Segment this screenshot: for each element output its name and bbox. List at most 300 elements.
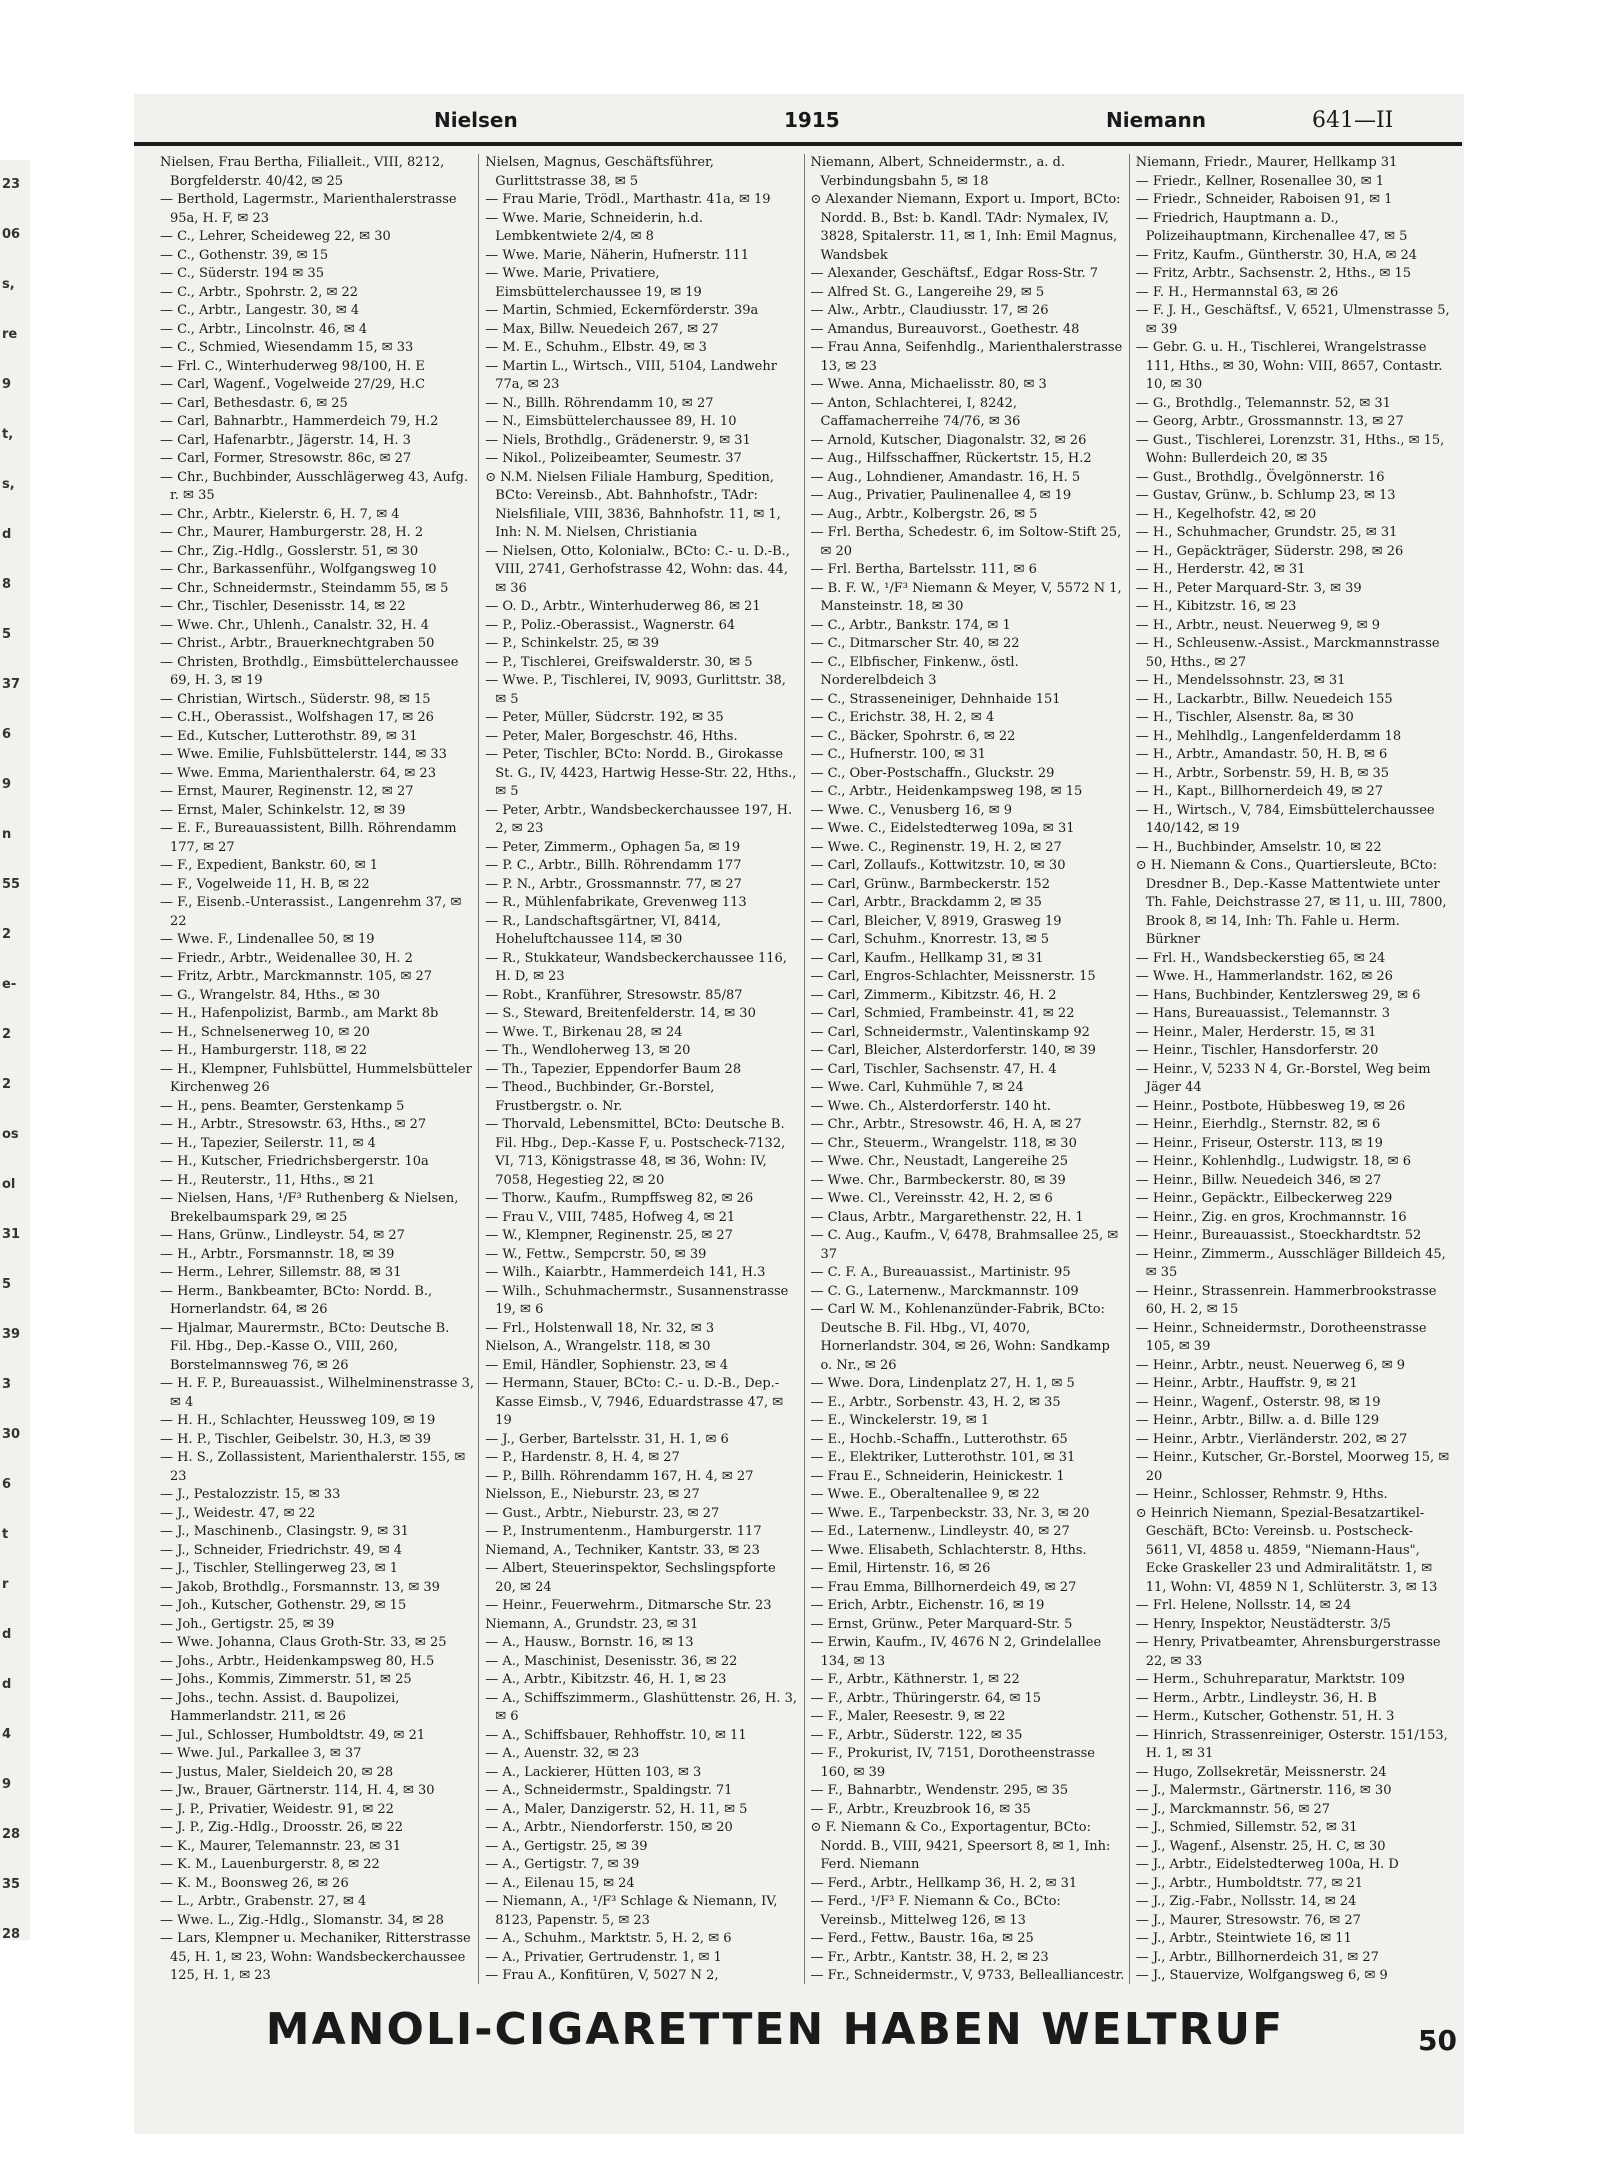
directory-entry: — P., Billh. Röhrendamm 167, H. 4, ✉ 27 <box>485 1468 754 1484</box>
directory-entry: — Gust., Tischlerei, Lorenzstr. 31, Hths., ✉ 15, Wohn: Bullerdeich 20, ✉ 35 <box>1135 432 1445 466</box>
directory-entry: — Hugo, Zollsekretär, Meissnerstr. 24 <box>1135 1764 1387 1780</box>
directory-entry: — Frl. H., Wandsbeckerstieg 65, ✉ 24 <box>1135 950 1386 966</box>
directory-entry: — F., Maler, Reesestr. 9, ✉ 22 <box>810 1709 1006 1724</box>
directory-entry: — A., Maschinist, Desenisstr. 36, ✉ 22 <box>485 1653 738 1669</box>
directory-entry: ⊙ Alexander Niemann, Export u. Import, BCto: Nordd. B., Bst: b. Kandl. TAdr: Nymalex, IV, 3828, Spitalerstr. 11, ✉ 1, Inh: Emil Magnus, Wandsbek <box>810 192 1121 263</box>
edge-fragment: 39 <box>2 1327 21 1342</box>
directory-entry: — J., Weidestr. 47, ✉ 22 <box>160 1505 316 1521</box>
edge-fragment: ol <box>2 1177 16 1192</box>
directory-entry: — Wwe. C., Eidelstedterweg 109a, ✉ 31 <box>810 821 1075 836</box>
directory-entry: — Ed., Laternenw., Lindleystr. 40, ✉ 27 <box>810 1524 1070 1539</box>
directory-entry: — Jakob, Brothdlg., Forsmannstr. 13, ✉ 39 <box>160 1579 440 1595</box>
directory-entry: — K. M., Boonsweg 26, ✉ 26 <box>160 1875 349 1891</box>
edge-fragment: 31 <box>2 1227 21 1242</box>
directory-entry: — F., Bahnarbtr., Wendenstr. 295, ✉ 35 <box>810 1783 1069 1798</box>
edge-fragment: 2 <box>2 1077 12 1092</box>
directory-entry: ⊙ Heinrich Niemann, Spezial-Besatzartikel-Geschäft, BCto: Vereinsb. u. Postscheck-5611, VI, 4858 u. 4859, "Niemann-Haus", Ecke Graskeller 23 und Admiralitätstr. 1, ✉ 11, Wohn: VI, 4859 N 1, Schlüterstr. 3, ✉ 13 <box>1135 1505 1438 1595</box>
directory-entry: — Fr., Arbtr., Kantstr. 38, H. 2, ✉ 23 <box>810 1949 1049 1965</box>
directory-entry: — H. F. P., Bureauassist., Wilhelminenstrasse 3, ✉ 4 <box>160 1376 475 1410</box>
directory-entry: — C., Arbtr., Bankstr. 174, ✉ 1 <box>810 617 1011 633</box>
directory-entry: — Friedrich, Hauptmann a. D., Polizeihauptmann, Kirchenallee 47, ✉ 5 <box>1135 210 1408 244</box>
directory-entry: — Wwe. C., Venusberg 16, ✉ 9 <box>810 802 1013 818</box>
directory-entry: — Henry, Inspektor, Neustädterstr. 3/5 <box>1135 1616 1391 1632</box>
directory-entry: — H., Peter Marquard-Str. 3, ✉ 39 <box>1135 580 1362 596</box>
directory-entry: — H., Reuterstr., 11, Hths., ✉ 21 <box>160 1172 376 1188</box>
directory-entry: — J., Schmied, Sillemstr. 52, ✉ 31 <box>1135 1820 1358 1835</box>
directory-entry: ⊙ F. Niemann & Co., Exportagentur, BCto: Nordd. B., VIII, 9421, Speersort 8, ✉ 1, Inh: Ferd. Niemann <box>810 1820 1111 1872</box>
directory-entry: — P., Hardenstr. 8, H. 4, ✉ 27 <box>485 1450 680 1465</box>
edge-fragment: 4 <box>2 1727 12 1742</box>
directory-entry: — J., Malermstr., Gärtnerstr. 116, ✉ 30 <box>1135 1783 1392 1798</box>
directory-entry: — Chr., Maurer, Hamburgerstr. 28, H. 2 <box>160 525 424 540</box>
directory-entry: — J. P., Privatier, Weidestr. 91, ✉ 22 <box>160 1801 394 1817</box>
directory-entry: — Friedr., Schneider, Raboisen 91, ✉ 1 <box>1135 192 1393 207</box>
directory-entry: — H., Tischler, Alsenstr. 8a, ✉ 30 <box>1135 710 1354 725</box>
page-folio: 50 <box>1418 2024 1457 2057</box>
directory-entry: — Wwe. Chr., Uhlenh., Canalstr. 32, H. 4 <box>160 617 430 633</box>
directory-entry: — Gustav, Grünw., b. Schlump 23, ✉ 13 <box>1135 488 1396 503</box>
edge-fragment: r <box>2 1577 9 1592</box>
directory-entry: — Wwe. Marie, Privatiere, Eimsbüttelerchaussee 19, ✉ 19 <box>485 266 702 300</box>
directory-entry: — Chr., Zig.-Hdlg., Gosslerstr. 51, ✉ 30 <box>160 543 419 559</box>
directory-entry: — C., Erichstr. 38, H. 2, ✉ 4 <box>810 710 995 725</box>
edge-fragment: 6 <box>2 727 12 742</box>
directory-entry: — Carl, Engros-Schlachter, Meissnerstr. 15 <box>810 969 1096 984</box>
directory-entry: — C., Arbtr., Heidenkampsweg 198, ✉ 15 <box>810 784 1083 799</box>
directory-entry: — A., Lackierer, Hütten 103, ✉ 3 <box>485 1764 702 1780</box>
directory-entry: — F., Arbtr., Käthnerstr. 1, ✉ 22 <box>810 1672 1020 1687</box>
directory-entry: — Johs., Arbtr., Heidenkampsweg 80, H.5 <box>160 1653 435 1669</box>
directory-entry: — Hans, Grünw., Lindleystr. 54, ✉ 27 <box>160 1228 405 1243</box>
edge-fragment: 9 <box>2 777 12 792</box>
directory-entry: — Wwe. Ch., Alsterdorferstr. 140 ht. <box>810 1098 1051 1114</box>
edge-fragment: 2 <box>2 1027 12 1042</box>
directory-entry: — F. H., Hermannstal 63, ✉ 26 <box>1135 284 1339 300</box>
directory-entry: — R., Landschaftsgärtner, VI, 8414, Hoheluftchaussee 114, ✉ 30 <box>485 913 722 947</box>
directory-entry: — N., Billh. Röhrendamm 10, ✉ 27 <box>485 395 714 411</box>
directory-entry: — A., Schneidermstr., Spaldingstr. 71 <box>485 1783 733 1798</box>
directory-entry: — Heinr., Arbtr., Billw. a. d. Bille 129 <box>1135 1413 1380 1428</box>
edge-fragment: d <box>2 527 12 542</box>
directory-entry: — K. M., Lauenburgerstr. 8, ✉ 22 <box>160 1857 380 1872</box>
directory-entry: — Hans, Bureauassist., Telemannstr. 3 <box>1135 1006 1391 1021</box>
edge-fragment: 5 <box>2 1277 12 1292</box>
directory-entry: — C., Ditmarscher Str. 40, ✉ 22 <box>810 636 1020 651</box>
directory-entry: — Heinr., Arbtr., neust. Neuerweg 6, ✉ 9 <box>1135 1357 1406 1373</box>
directory-entry: — Niemann, A., ¹/F³ Schlage & Niemann, IV, 8123, Papenstr. 5, ✉ 23 <box>485 1894 778 1928</box>
directory-entry: — Frl. Helene, Nollsstr. 14, ✉ 24 <box>1135 1598 1352 1613</box>
directory-entry: — G., Wrangelstr. 84, Hths., ✉ 30 <box>160 987 381 1003</box>
directory-entry: — Henry, Privatbeamter, Ahrensburgerstrasse 22, ✉ 33 <box>1135 1635 1441 1669</box>
directory-entry: — Carl, Hafenarbtr., Jägerstr. 14, H. 3 <box>160 432 411 448</box>
directory-entry: — Chr., Barkassenführ., Wolfgangsweg 10 <box>160 562 437 577</box>
edge-fragment: 30 <box>2 1427 21 1442</box>
directory-entry: — A., Schiffsbauer, Rehhoffstr. 10, ✉ 11 <box>485 1727 747 1743</box>
directory-entry: — H., Arbtr., neust. Neuerweg 9, ✉ 9 <box>1135 617 1381 633</box>
directory-entry: — Ernst, Maler, Schinkelstr. 12, ✉ 39 <box>160 802 406 818</box>
directory-entry: — Heinr., Bureauassist., Stoeckhardtstr. 52 <box>1135 1228 1422 1243</box>
directory-entry: — E., Arbtr., Sorbenstr. 43, H. 2, ✉ 35 <box>810 1394 1061 1410</box>
directory-entry: — H., Arbtr., Forsmannstr. 18, ✉ 39 <box>160 1246 395 1262</box>
directory-entry: — Emil, Händler, Sophienstr. 23, ✉ 4 <box>485 1357 729 1373</box>
directory-entry: — Chr., Steuerm., Wrangelstr. 118, ✉ 30 <box>810 1135 1077 1151</box>
directory-entry: — F., Arbtr., Thüringerstr. 64, ✉ 15 <box>810 1690 1042 1706</box>
directory-entry: — Heinr., Feuerwehrm., Ditmarsche Str. 23 <box>485 1598 772 1613</box>
directory-entry: — Lars, Klempner u. Mechaniker, Ritterstrasse 45, H. 1, ✉ 23, Wohn: Wandsbeckerchaussee 125, H. 1, ✉ 23 <box>160 1931 471 1983</box>
directory-entry: — Johs., Kommis, Zimmerstr. 51, ✉ 25 <box>160 1672 412 1687</box>
directory-entry: — H. H., Schlachter, Heussweg 109, ✉ 19 <box>160 1413 436 1428</box>
directory-entry: — A., Schuhm., Marktstr. 5, H. 2, ✉ 6 <box>485 1931 732 1946</box>
directory-entry: — J., Marckmannstr. 56, ✉ 27 <box>1135 1801 1331 1817</box>
edge-fragment: 28 <box>2 1927 21 1940</box>
directory-entry: — Ernst, Grünw., Peter Marquard-Str. 5 <box>810 1616 1073 1632</box>
directory-entry: — C. G., Laternenw., Marckmannstr. 109 <box>810 1283 1079 1299</box>
directory-entry: — Wwe. T., Birkenau 28, ✉ 24 <box>485 1024 683 1040</box>
directory-entry: — H. P., Tischler, Geibelstr. 30, H.3, ✉ 39 <box>160 1431 432 1447</box>
directory-entry: — B. F. W., ¹/F³ Niemann & Meyer, V, 5572 N 1, Mansteinstr. 18, ✉ 30 <box>810 580 1122 614</box>
directory-entry: — Amandus, Bureauvorst., Goethestr. 48 <box>810 321 1080 337</box>
directory-entry: — H., Kutscher, Friedrichsbergerstr. 10a <box>160 1154 429 1169</box>
directory-entry: — A., Maler, Danzigerstr. 52, H. 11, ✉ 5 <box>485 1801 748 1817</box>
directory-entry: — H., Arbtr., Amandastr. 50, H. B, ✉ 6 <box>1135 747 1388 762</box>
edge-fragment: re <box>2 327 18 342</box>
directory-entry: — C., Schmied, Wiesendamm 15, ✉ 33 <box>160 340 414 355</box>
directory-entry: — P. C., Arbtr., Billh. Röhrendamm 177 <box>485 858 742 873</box>
directory-entry: — Chr., Arbtr., Kielerstr. 6, H. 7, ✉ 4 <box>160 506 400 522</box>
directory-entry: — Carl, Wagenf., Vogelweide 27/29, H.C <box>160 377 426 392</box>
column-1 <box>160 154 479 1984</box>
directory-entry: — C., Ober-Postschaffn., Gluckstr. 29 <box>810 765 1055 781</box>
directory-entry: — Martin L., Wirtsch., VIII, 5104, Landwehr 77a, ✉ 23 <box>485 358 777 392</box>
directory-entry: — H. S., Zollassistent, Marienthalerstr. 155, ✉ 23 <box>160 1450 466 1484</box>
directory-entry: — Erwin, Kaufm., IV, 4676 N 2, Grindelallee 134, ✉ 13 <box>810 1635 1102 1669</box>
directory-entry: — Friedr., Kellner, Rosenallee 30, ✉ 1 <box>1135 173 1385 189</box>
directory-entry: — Heinr., Kutscher, Gr.-Borstel, Moorweg 15, ✉ 20 <box>1135 1450 1450 1484</box>
directory-entry: — A., Gertigstr. 25, ✉ 39 <box>485 1838 648 1854</box>
directory-entry: — A., Auenstr. 32, ✉ 23 <box>485 1746 640 1761</box>
directory-entry: — Frl. C., Winterhuderweg 98/100, H. E <box>160 358 425 374</box>
head-right-name: Niemann <box>1106 108 1206 132</box>
directory-entry: — Carl, Bethesdastr. 6, ✉ 25 <box>160 395 348 411</box>
edge-fragment: 3 <box>2 1377 12 1392</box>
directory-entry: — J. P., Zig.-Hdlg., Droosstr. 26, ✉ 22 <box>160 1820 403 1835</box>
directory-entry: — P., Poliz.-Oberassist., Wagnerstr. 64 <box>485 617 736 633</box>
directory-entry: — Heinr., Billw. Neuedeich 346, ✉ 27 <box>1135 1172 1382 1188</box>
head-page-ref: 641—II <box>1312 108 1394 133</box>
directory-entry: — Heinr., Eierhdlg., Sternstr. 82, ✉ 6 <box>1135 1117 1381 1132</box>
directory-entry: — F., Eisenb.-Unterassist., Langenrehm 37, ✉ 22 <box>160 895 462 929</box>
directory-entry: — Heinr., Schneidermstr., Dorotheenstrasse 105, ✉ 39 <box>1135 1320 1427 1354</box>
directory-entry: — Friedr., Arbtr., Weidenallee 30, H. 2 <box>160 950 413 966</box>
directory-entry: — Peter, Arbtr., Wandsbeckerchaussee 197, H. 2, ✉ 23 <box>485 802 793 836</box>
directory-entry: — Wilh., Schuhmachermstr., Susannenstrasse 19, ✉ 6 <box>485 1283 789 1317</box>
directory-entry: — Heinr., Schlosser, Rehmstr. 9, Hths. <box>1135 1487 1388 1502</box>
adjacent-page-edge <box>0 160 30 1940</box>
directory-entry: — Frl. Bertha, Schedestr. 6, im Soltow-Stift 25, ✉ 20 <box>810 525 1122 559</box>
directory-entry: — Gust., Brothdlg., Övelgönnerstr. 16 <box>1135 469 1385 485</box>
directory-entry: — Th., Wendloherweg 13, ✉ 20 <box>485 1043 691 1058</box>
edge-fragment: 55 <box>2 877 21 892</box>
directory-entry: — Wwe. Dora, Lindenplatz 27, H. 1, ✉ 5 <box>810 1376 1075 1391</box>
directory-entry: — C., Bäcker, Spohrstr. 6, ✉ 22 <box>810 728 1016 744</box>
directory-entry: — Christian, Wirtsch., Süderstr. 98, ✉ 15 <box>160 691 431 707</box>
column-3 <box>811 154 1130 1984</box>
directory-entry: — Frl. Bertha, Bartelsstr. 111, ✉ 6 <box>810 562 1037 577</box>
directory-entry: — H., Mehlhdlg., Langenfelderdamm 18 <box>1135 728 1402 744</box>
directory-entry: — Wwe. Emilie, Fuhlsbüttelerstr. 144, ✉ 33 <box>160 747 447 762</box>
directory-entry: — Berthold, Lagermstr., Marienthalerstrasse 95a, H. F, ✉ 23 <box>160 192 457 226</box>
directory-entry: — Thorvald, Lebensmittel, BCto: Deutsche B. Fil. Hbg., Dep.-Kasse F, u. Postscheck-7132, VI, 713, Königstrasse 48, ✉ 36, Wohn: IV, 7058, Hegestieg 22, ✉ 20 <box>485 1117 786 1188</box>
directory-entry: — Fritz, Kaufm., Güntherstr. 30, H.A, ✉ 24 <box>1135 247 1418 263</box>
directory-entry: — H., Klempner, Fuhlsbüttel, Hummelsbütteler Kirchenweg 26 <box>160 1061 472 1095</box>
directory-entry: — Frau A., Konfitüren, V, 5027 N 2, <box>485 1968 719 1983</box>
directory-entry: — Wwe. E., Oberaltenallee 9, ✉ 22 <box>810 1487 1040 1502</box>
edge-fragment: 28 <box>2 1827 21 1842</box>
directory-entry: — F., Arbtr., Süderstr. 122, ✉ 35 <box>810 1727 1023 1743</box>
directory-entry: — Theod., Buchbinder, Gr.-Borstel, Frustbergstr. o. Nr. <box>485 1080 715 1114</box>
directory-entry: — P., Tischlerei, Greifswalderstr. 30, ✉ 5 <box>485 654 753 670</box>
column-4 <box>1136 154 1454 1984</box>
edge-fragment: 9 <box>2 377 12 392</box>
directory-entry: — Claus, Arbtr., Margarethenstr. 22, H. 1 <box>810 1209 1084 1225</box>
directory-entry: — Georg, Arbtr., Grossmannstr. 13, ✉ 27 <box>1135 414 1404 429</box>
directory-entry: — Carl, Bleicher, V, 8919, Grasweg 19 <box>810 913 1062 929</box>
directory-entry: — H., Wirtsch., V, 784, Eimsbüttelerchaussee 140/142, ✉ 19 <box>1135 802 1435 836</box>
directory-entry: — Carl, Bleicher, Alsterdorferstr. 140, ✉ 39 <box>810 1043 1096 1058</box>
edge-fragment: s, <box>2 277 15 292</box>
directory-entry: — Herm., Arbtr., Lindleystr. 36, H. B <box>1135 1690 1377 1706</box>
directory-entry: — Wwe. E., Tarpenbeckstr. 33, Nr. 3, ✉ 20 <box>810 1505 1090 1521</box>
directory-entry: — E., Elektriker, Lutterothstr. 101, ✉ 31 <box>810 1450 1076 1465</box>
directory-entry: — Heinr., Wagenf., Osterstr. 98, ✉ 19 <box>1135 1394 1381 1410</box>
directory-entry: Nielsen, Magnus, Geschäftsführer, Gurlittstrasse 38, ✉ 5 <box>485 155 714 189</box>
directory-entry: — Justus, Maler, Sieldeich 20, ✉ 28 <box>160 1764 394 1780</box>
directory-entry: — Emil, Hirtenstr. 16, ✉ 26 <box>810 1561 991 1576</box>
directory-entry: — H., Buchbinder, Amselstr. 10, ✉ 22 <box>1135 839 1382 855</box>
directory-entry: — A., Privatier, Gertrudenstr. 1, ✉ 1 <box>485 1949 722 1965</box>
directory-entry: Nielsson, E., Nieburstr. 23, ✉ 27 <box>485 1487 700 1502</box>
directory-entry: — Aug., Lohndiener, Amandastr. 16, H. 5 <box>810 469 1081 485</box>
directory-entry: — H., Mendelssohnstr. 23, ✉ 31 <box>1135 673 1346 688</box>
directory-entry: — Heinr., Zimmerm., Ausschläger Billdeich 45, ✉ 35 <box>1135 1246 1446 1280</box>
directory-entry: — Frau V., VIII, 7485, Hofweg 4, ✉ 21 <box>485 1209 736 1225</box>
directory-entry: — Heinr., Gepäcktr., Eilbeckerweg 229 <box>1135 1191 1393 1206</box>
directory-entry: — Max, Billw. Neuedeich 267, ✉ 27 <box>485 321 719 337</box>
directory-entry: — Wwe. Marie, Schneiderin, h.d. Lembkentwiete 2/4, ✉ 8 <box>485 210 703 244</box>
directory-entry: — P. N., Arbtr., Grossmannstr. 77, ✉ 27 <box>485 876 742 892</box>
directory-entry: — Herm., Kutscher, Gothenstr. 51, H. 3 <box>1135 1709 1395 1724</box>
directory-entry: — A., Hausw., Bornstr. 16, ✉ 13 <box>485 1635 694 1650</box>
directory-entry: — Heinr., Maler, Herderstr. 15, ✉ 31 <box>1135 1024 1377 1040</box>
directory-entry: — Heinr., Strassenrein. Hammerbrookstrasse 60, H. 2, ✉ 15 <box>1135 1283 1437 1317</box>
directory-entry: — C., Arbtr., Langestr. 30, ✉ 4 <box>160 303 360 318</box>
directory-entry: — H., Kegelhofstr. 42, ✉ 20 <box>1135 506 1317 522</box>
directory-entry: — Wwe. Emma, Marienthalerstr. 64, ✉ 23 <box>160 765 436 781</box>
directory-entry: — H., Hafenpolizist, Barmb., am Markt 8b <box>160 1006 439 1021</box>
directory-entry: — Wilh., Kaiarbtr., Hammerdeich 141, H.3 <box>485 1265 766 1280</box>
directory-entry: — Robt., Kranführer, Stresowstr. 85/87 <box>485 987 743 1003</box>
directory-entry: — H., Gepäckträger, Süderstr. 298, ✉ 26 <box>1135 543 1404 559</box>
directory-entry: — Aug., Privatier, Paulinenallee 4, ✉ 19 <box>810 488 1072 503</box>
footer-advert: MANOLI-CIGARETTEN HABEN WELTRUF <box>265 2004 1285 2055</box>
directory-entry: — J., Maschinenb., Clasingstr. 9, ✉ 31 <box>160 1524 409 1539</box>
directory-entry: Niemann, Albert, Schneidermstr., a. d. Verbindungsbahn 5, ✉ 18 <box>810 155 1065 189</box>
directory-entry: Nielsen, Frau Bertha, Filialleit., VIII, 8212, Borgfelderstr. 40/42, ✉ 25 <box>160 155 445 189</box>
directory-entry: — J., Arbtr., Billhornerdeich 31, ✉ 27 <box>1135 1949 1379 1965</box>
edge-fragment: 06 <box>2 227 21 242</box>
edge-fragment: 37 <box>2 677 21 692</box>
directory-entry: — Alw., Arbtr., Claudiusstr. 17, ✉ 26 <box>810 303 1049 318</box>
directory-entry: — Peter, Maler, Borgeschstr. 46, Hths. <box>485 728 738 744</box>
directory-entry: — Heinr., Arbtr., Vierländerstr. 202, ✉ 27 <box>1135 1431 1408 1447</box>
running-head <box>134 108 1464 136</box>
directory-entry: — Ferd., Fettw., Baustr. 16a, ✉ 25 <box>810 1931 1034 1946</box>
directory-entry: — Ed., Kutscher, Lutterothstr. 89, ✉ 31 <box>160 728 418 744</box>
directory-entry: — Carl, Arbtr., Brackdamm 2, ✉ 35 <box>810 895 1042 910</box>
directory-entry: ⊙ H. Niemann & Cons., Quartiersleute, BCto: Dresdner B., Dep.-Kasse Mattentwiete unter Th. Fahle, Deichstrasse 27, ✉ 11, u. III, 7800, Brook 8, ✉ 14, Inh: Th. Fahle u. Herm. Bürkner <box>1135 858 1447 947</box>
directory-entry: — H., Kapt., Billhornerdeich 49, ✉ 27 <box>1135 784 1384 799</box>
directory-entry: — H., Herderstr. 42, ✉ 31 <box>1135 562 1306 577</box>
directory-entry: — H., Tapezier, Seilerstr. 11, ✉ 4 <box>160 1135 376 1151</box>
directory-entry: — Heinr., V, 5233 N 4, Gr.-Borstel, Weg beim Jäger 44 <box>1135 1061 1431 1095</box>
directory-entry: — Hans, Buchbinder, Kentzlersweg 29, ✉ 6 <box>1135 987 1421 1003</box>
directory-entry: — Carl, Schuhm., Knorrestr. 13, ✉ 5 <box>810 932 1050 947</box>
directory-entry: — Carl, Tischler, Sachsenstr. 47, H. 4 <box>810 1061 1057 1077</box>
directory-entry: — Frl., Holstenwall 18, Nr. 32, ✉ 3 <box>485 1320 715 1336</box>
edge-fragment: t, <box>2 427 14 442</box>
directory-entry: — A., Gertigstr. 7, ✉ 39 <box>485 1857 640 1872</box>
directory-entry: — C., Arbtr., Lincolnstr. 46, ✉ 4 <box>160 321 368 337</box>
directory-entry: — Wwe. P., Tischlerei, IV, 9093, Gurlittstr. 38, ✉ 5 <box>485 673 786 707</box>
directory-entry: — Th., Tapezier, Eppendorfer Baum 28 <box>485 1061 742 1077</box>
directory-entry: — F., Vogelweide 11, H. B, ✉ 22 <box>160 876 370 892</box>
directory-entry: — Carl, Schmied, Frambeinstr. 41, ✉ 22 <box>810 1006 1075 1021</box>
directory-entry: — Chr., Buchbinder, Ausschlägerweg 43, Aufg. r. ✉ 35 <box>160 469 469 503</box>
directory-entry: — Joh., Kutscher, Gothenstr. 29, ✉ 15 <box>160 1598 407 1613</box>
directory-entry: — Martin, Schmied, Eckernförderstr. 39a <box>485 303 759 318</box>
directory-entry: — F., Arbtr., Kreuzbrook 16, ✉ 35 <box>810 1801 1031 1817</box>
directory-entry: — Fritz, Arbtr., Sachsenstr. 2, Hths., ✉ 15 <box>1135 266 1412 281</box>
directory-entry: — Frau Marie, Trödl., Marthastr. 41a, ✉ 19 <box>485 192 771 207</box>
directory-entry: — Carl, Zollaufs., Kottwitzstr. 10, ✉ 30 <box>810 858 1066 873</box>
directory-entry: — Heinr., Kohlenhdlg., Ludwigstr. 18, ✉ 6 <box>1135 1154 1411 1169</box>
directory-entry: — Nielsen, Hans, ¹/F³ Ruthenberg & Nielsen, Brekelbaumspark 29, ✉ 25 <box>160 1191 459 1225</box>
directory-entry: — F., Expedient, Bankstr. 60, ✉ 1 <box>160 858 378 873</box>
directory-entry: ⊙ N.M. Nielsen Filiale Hamburg, Spedition, BCto: Vereinsb., Abt. Bahnhofstr., TAdr: Nielsfiliale, VIII, 3836, Bahnhofstr. 11, ✉ 1, Inh: N. M. Nielsen, Christiania <box>485 469 781 540</box>
edge-fragment: 9 <box>2 1777 12 1792</box>
directory-entry: — J., Maurer, Stresowstr. 76, ✉ 27 <box>1135 1912 1361 1928</box>
directory-entry: — O. D., Arbtr., Winterhuderweg 86, ✉ 21 <box>485 599 761 614</box>
directory-entry: — Carl, Kaufm., Hellkamp 31, ✉ 31 <box>810 950 1044 966</box>
directory-columns <box>160 154 1460 1984</box>
directory-entry: — C., Hufnerstr. 100, ✉ 31 <box>810 747 986 762</box>
directory-entry: — Wwe. H., Hammerlandstr. 162, ✉ 26 <box>1135 969 1393 984</box>
directory-entry: — H., Kibitzstr. 16, ✉ 23 <box>1135 599 1297 614</box>
directory-entry: — Johs., techn. Assist. d. Baupolizei, Hammerlandstr. 211, ✉ 26 <box>160 1690 400 1724</box>
directory-entry: — G., Brothdlg., Telemannstr. 52, ✉ 31 <box>1135 395 1391 411</box>
directory-entry: — C., Lehrer, Scheideweg 22, ✉ 30 <box>160 229 391 244</box>
directory-entry: — P., Schinkelstr. 25, ✉ 39 <box>485 636 660 651</box>
directory-entry: — Aug., Hilfsschaffner, Rückertstr. 15, H.2 <box>810 451 1092 466</box>
directory-entry: — Carl W. M., Kohlenanzünder-Fabrik, BCto: Deutsche B. Fil. Hbg., VI, 4070, Hornerlandstr. 304, ✉ 26, Wohn: Sandkamp o. Nr., ✉ 26 <box>810 1302 1110 1373</box>
directory-entry: — C., Arbtr., Spohrstr. 2, ✉ 22 <box>160 284 359 300</box>
directory-entry: — Carl, Grünw., Barmbeckerstr. 152 <box>810 876 1050 892</box>
directory-entry: — Carl, Zimmerm., Kibitzstr. 46, H. 2 <box>810 987 1057 1003</box>
column-2 <box>485 154 804 1984</box>
directory-entry: — Hinrich, Strassenreiniger, Osterstr. 151/153, H. 1, ✉ 31 <box>1135 1727 1448 1761</box>
directory-entry: — R., Mühlenfabrikate, Grevenweg 113 <box>485 895 747 910</box>
directory-entry: — Alexander, Geschäftsf., Edgar Ross-Str. 7 <box>810 266 1099 281</box>
edge-fragment: 23 <box>2 177 21 192</box>
directory-entry: — Heinr., Friseur, Osterstr. 113, ✉ 19 <box>1135 1135 1383 1151</box>
directory-entry: — Peter, Tischler, BCto: Nordd. B., Girokasse St. G., IV, 4423, Hartwig Hesse-Str. 22, Hths., ✉ 5 <box>485 747 797 799</box>
directory-entry: — Erich, Arbtr., Eichenstr. 16, ✉ 19 <box>810 1598 1045 1613</box>
directory-entry: — C. F. A., Bureauassist., Martinistr. 95 <box>810 1265 1071 1280</box>
directory-entry: — Peter, Müller, Südcrstr. 192, ✉ 35 <box>485 710 724 725</box>
directory-entry: — Thorw., Kaufm., Rumpffsweg 82, ✉ 26 <box>485 1191 754 1206</box>
directory-entry: — Wwe. Cl., Vereinsstr. 42, H. 2, ✉ 6 <box>810 1191 1053 1206</box>
directory-entry: — Niels, Brothdlg., Grädenerstr. 9, ✉ 31 <box>485 432 751 448</box>
directory-entry: — Herm., Lehrer, Sillemstr. 88, ✉ 31 <box>160 1265 402 1280</box>
directory-entry: — Ferd., ¹/F³ F. Niemann & Co., BCto: Vereinsb., Mittelweg 126, ✉ 13 <box>810 1894 1061 1928</box>
directory-entry: — Chr., Arbtr., Stresowstr. 46, H. A, ✉ 27 <box>810 1117 1082 1132</box>
directory-entry: — Heinr., Tischler, Hansdorferstr. 20 <box>1135 1043 1379 1058</box>
edge-fragment: d <box>2 1677 12 1692</box>
edge-fragment: 2 <box>2 927 12 942</box>
directory-entry: — Carl, Bahnarbtr., Hammerdeich 79, H.2 <box>160 414 439 429</box>
directory-entry: — N., Eimsbüttelerchaussee 89, H. 10 <box>485 414 737 429</box>
directory-entry: — Wwe. Chr., Neustadt, Langereihe 25 <box>810 1154 1069 1169</box>
directory-entry: Nielson, A., Wrangelstr. 118, ✉ 30 <box>485 1339 711 1354</box>
directory-entry: — J., Zig.-Fabr., Nollsstr. 14, ✉ 24 <box>1135 1894 1357 1909</box>
directory-entry: — P., Instrumentenm., Hamburgerstr. 117 <box>485 1524 762 1539</box>
directory-entry: — Frau Emma, Billhornerdeich 49, ✉ 27 <box>810 1579 1077 1595</box>
edge-fragment: s, <box>2 477 15 492</box>
directory-entry: — Frau Anna, Seifenhdlg., Marienthalerstrasse 13, ✉ 23 <box>810 340 1123 374</box>
directory-entry: — Herm., Bankbeamter, BCto: Nordd. B., Hornerlandstr. 64, ✉ 26 <box>160 1283 433 1317</box>
directory-entry: — W., Fettw., Sempcrstr. 50, ✉ 39 <box>485 1246 707 1262</box>
directory-entry: — Nikol., Polizeibeamter, Seumestr. 37 <box>485 451 742 466</box>
directory-entry: — Fr., Schneidermstr., V, 9733, Bellealliancestr. <box>810 1968 1125 1983</box>
directory-entry: — H., Arbtr., Sorbenstr. 59, H. B, ✉ 35 <box>1135 765 1390 781</box>
directory-entry: — Wwe. Jul., Parkallee 3, ✉ 37 <box>160 1746 362 1761</box>
directory-entry: Niemann, A., Grundstr. 23, ✉ 31 <box>485 1616 699 1632</box>
directory-entry: — Carl, Former, Stresowstr. 86c, ✉ 27 <box>160 451 412 466</box>
directory-entry: — H., Schuhmacher, Grundstr. 25, ✉ 31 <box>1135 525 1398 540</box>
directory-entry: — Heinr., Arbtr., Hauffstr. 9, ✉ 21 <box>1135 1376 1358 1391</box>
directory-entry: — Jw., Brauer, Gärtnerstr. 114, H. 4, ✉ 30 <box>160 1783 435 1798</box>
directory-entry: — Ernst, Maurer, Reginenstr. 12, ✉ 27 <box>160 784 414 799</box>
directory-entry: — E., Hochb.-Schaffn., Lutterothstr. 65 <box>810 1431 1068 1447</box>
edge-fragment: 35 <box>2 1877 21 1892</box>
directory-entry: — Wwe. F., Lindenallee 50, ✉ 19 <box>160 932 375 947</box>
directory-entry: — R., Stukkateur, Wandsbeckerchaussee 116, H. D, ✉ 23 <box>485 950 787 984</box>
directory-entry: — A., Arbtr., Kibitzstr. 46, H. 1, ✉ 23 <box>485 1672 727 1687</box>
head-left-name: Nielsen <box>434 108 518 132</box>
edge-fragment: t <box>2 1527 9 1542</box>
directory-entry: — Chr., Tischler, Desenisstr. 14, ✉ 22 <box>160 599 406 614</box>
header-rule <box>134 142 1462 146</box>
directory-entry: — Wwe. L., Zig.-Hdlg., Slomanstr. 34, ✉ 28 <box>160 1912 444 1928</box>
directory-entry: — S., Steward, Breitenfelderstr. 14, ✉ 30 <box>485 1006 756 1021</box>
directory-entry: — Hermann, Stauer, BCto: C.- u. D.-B., Dep.-Kasse Eimsb., V, 7946, Eduardstrasse 47, ✉ 19 <box>485 1376 784 1428</box>
directory-entry: — J., Tischler, Stellingerweg 23, ✉ 1 <box>160 1561 399 1576</box>
directory-entry: — J., Schneider, Friedrichstr. 49, ✉ 4 <box>160 1542 403 1558</box>
directory-entry: — E., Winckelerstr. 19, ✉ 1 <box>810 1413 990 1428</box>
directory-entry: — K., Maurer, Telemannstr. 23, ✉ 31 <box>160 1838 401 1854</box>
directory-entry: — J., Wagenf., Alsenstr. 25, H. C, ✉ 30 <box>1135 1838 1386 1854</box>
directory-entry: — J., Arbtr., Steintwiete 16, ✉ 11 <box>1135 1931 1352 1946</box>
